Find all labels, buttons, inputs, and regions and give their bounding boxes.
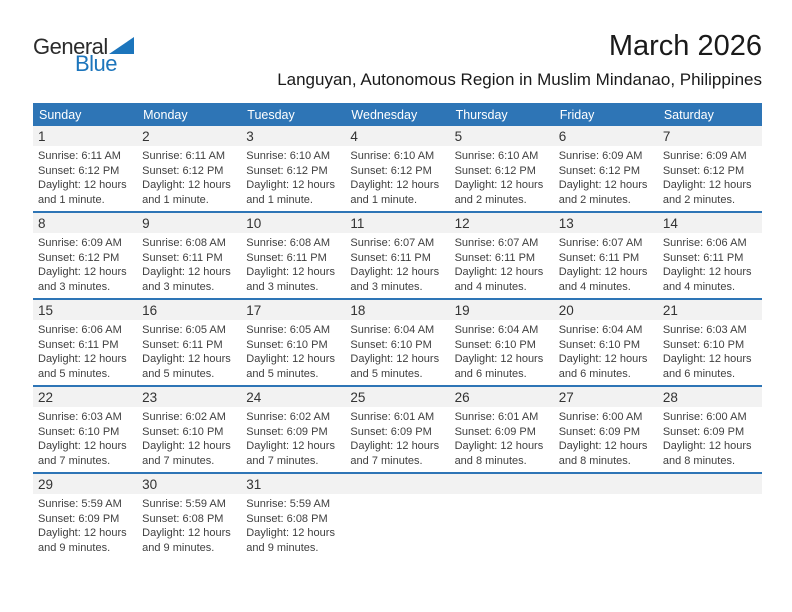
day-cell bbox=[345, 387, 449, 472]
detail-line: Sunset: 6:10 PM bbox=[350, 338, 432, 351]
weekday-friday: Friday bbox=[559, 107, 595, 122]
day-details bbox=[137, 494, 241, 555]
detail-line: Sunrise: 6:03 AM bbox=[38, 411, 122, 423]
detail-line: Sunset: 6:09 PM bbox=[246, 425, 328, 438]
detail-line: Daylight: 12 hours bbox=[142, 440, 231, 452]
detail-line: and 2 minutes. bbox=[662, 193, 735, 206]
day-details bbox=[137, 146, 241, 207]
day-details bbox=[137, 320, 241, 381]
weekday-header-row bbox=[33, 103, 762, 126]
weeks-container bbox=[33, 126, 762, 559]
detail-line: Daylight: 12 hours bbox=[246, 527, 335, 539]
day-number-band bbox=[554, 126, 658, 146]
day-cell bbox=[137, 387, 241, 472]
detail-line: Sunset: 6:11 PM bbox=[142, 251, 223, 264]
day-number-band bbox=[33, 300, 137, 320]
day-details bbox=[33, 407, 137, 468]
detail-line: Sunset: 6:10 PM bbox=[142, 425, 224, 438]
detail-line: Sunset: 6:10 PM bbox=[246, 338, 328, 351]
day-number-band bbox=[658, 474, 762, 494]
day-number: 7 bbox=[662, 128, 671, 144]
detail-line: Sunrise: 6:07 AM bbox=[558, 237, 643, 249]
day-number-band bbox=[33, 126, 137, 146]
detail-line: Sunrise: 6:09 AM bbox=[38, 237, 122, 249]
detail-line: Daylight: 12 hours bbox=[38, 440, 127, 452]
day-number-band bbox=[33, 213, 137, 233]
empty-day-cell bbox=[658, 474, 762, 559]
detail-line: Daylight: 12 hours bbox=[350, 440, 440, 452]
page-title: March 2026 bbox=[608, 30, 762, 62]
detail-line: Sunset: 6:10 PM bbox=[38, 425, 120, 438]
detail-line: and 6 minutes. bbox=[558, 367, 631, 380]
day-cell bbox=[241, 387, 345, 472]
day-number: 8 bbox=[38, 215, 46, 231]
day-details bbox=[33, 233, 137, 294]
day-details bbox=[345, 233, 449, 294]
detail-line: and 9 minutes. bbox=[246, 541, 319, 554]
detail-line: Daylight: 12 hours bbox=[38, 179, 127, 191]
detail-line: Daylight: 12 hours bbox=[662, 353, 752, 365]
day-number-band bbox=[345, 387, 449, 407]
day-number: 5 bbox=[454, 128, 463, 144]
day-number-band bbox=[345, 474, 449, 494]
day-cell bbox=[345, 213, 449, 298]
detail-line: Daylight: 12 hours bbox=[558, 266, 648, 278]
week-row bbox=[33, 472, 762, 559]
detail-line: Sunrise: 6:04 AM bbox=[454, 324, 539, 336]
detail-line: Sunset: 6:09 PM bbox=[350, 425, 432, 438]
day-cell bbox=[554, 213, 658, 298]
day-details bbox=[345, 146, 449, 207]
detail-line: Sunset: 6:10 PM bbox=[454, 338, 536, 351]
detail-line: Sunrise: 6:01 AM bbox=[350, 411, 435, 423]
detail-line: Daylight: 12 hours bbox=[142, 179, 231, 191]
detail-line: Daylight: 12 hours bbox=[558, 440, 648, 452]
detail-line: and 7 minutes. bbox=[350, 454, 423, 467]
detail-line: Sunset: 6:11 PM bbox=[38, 338, 119, 351]
detail-line: Sunset: 6:12 PM bbox=[558, 164, 641, 177]
day-details bbox=[137, 233, 241, 294]
detail-line: Daylight: 12 hours bbox=[454, 353, 544, 365]
detail-line: Sunrise: 6:04 AM bbox=[350, 324, 435, 336]
day-number: 24 bbox=[246, 389, 262, 405]
weekday-tuesday: Tuesday bbox=[247, 107, 295, 122]
detail-line: Sunrise: 6:06 AM bbox=[38, 324, 122, 336]
detail-line: Sunrise: 6:02 AM bbox=[142, 411, 226, 423]
day-cell bbox=[345, 126, 449, 211]
detail-line: Sunset: 6:12 PM bbox=[246, 164, 328, 177]
empty-day-cell bbox=[345, 474, 449, 559]
day-details bbox=[450, 494, 554, 497]
day-number: 28 bbox=[662, 389, 678, 405]
detail-line: Sunset: 6:10 PM bbox=[662, 338, 745, 351]
day-cell bbox=[137, 126, 241, 211]
detail-line: Sunset: 6:11 PM bbox=[246, 251, 327, 264]
day-number-band bbox=[554, 213, 658, 233]
day-details bbox=[137, 407, 241, 468]
logo-text-general: General bbox=[33, 34, 108, 59]
day-cell bbox=[241, 300, 345, 385]
day-number-band bbox=[450, 126, 554, 146]
week-row bbox=[33, 126, 762, 211]
detail-line: and 8 minutes. bbox=[558, 454, 631, 467]
detail-line: and 6 minutes. bbox=[662, 367, 735, 380]
day-number: 21 bbox=[662, 302, 678, 318]
detail-line: Daylight: 12 hours bbox=[38, 266, 127, 278]
detail-line: Sunrise: 5:59 AM bbox=[38, 498, 122, 510]
weekday-thursday: Thursday bbox=[455, 107, 508, 122]
detail-line: and 3 minutes. bbox=[246, 280, 319, 293]
detail-line: and 5 minutes. bbox=[246, 367, 319, 380]
day-details bbox=[450, 407, 554, 468]
detail-line: and 5 minutes. bbox=[142, 367, 215, 380]
detail-line: Daylight: 12 hours bbox=[558, 353, 648, 365]
day-number-band bbox=[658, 126, 762, 146]
day-cell bbox=[137, 213, 241, 298]
detail-line: and 3 minutes. bbox=[38, 280, 111, 293]
detail-line: Daylight: 12 hours bbox=[142, 527, 231, 539]
detail-line: Daylight: 12 hours bbox=[454, 440, 544, 452]
detail-line: Sunset: 6:12 PM bbox=[38, 164, 120, 177]
detail-line: Sunset: 6:08 PM bbox=[246, 512, 328, 525]
day-number: 19 bbox=[454, 302, 470, 318]
detail-line: Sunrise: 6:04 AM bbox=[558, 324, 643, 336]
empty-day-cell bbox=[450, 474, 554, 559]
detail-line: and 2 minutes. bbox=[454, 193, 527, 206]
day-details bbox=[241, 407, 345, 468]
day-number-band bbox=[658, 213, 762, 233]
day-number: 4 bbox=[350, 128, 358, 144]
day-number: 29 bbox=[38, 476, 54, 492]
detail-line: and 7 minutes. bbox=[246, 454, 319, 467]
day-number-band bbox=[658, 300, 762, 320]
day-details bbox=[450, 146, 554, 207]
detail-line: Daylight: 12 hours bbox=[246, 179, 335, 191]
detail-line: Sunset: 6:12 PM bbox=[38, 251, 120, 264]
weekday-wednesday: Wednesday bbox=[351, 107, 418, 122]
day-number: 23 bbox=[142, 389, 158, 405]
detail-line: Daylight: 12 hours bbox=[662, 179, 752, 191]
detail-line: Sunrise: 6:05 AM bbox=[246, 324, 331, 336]
day-number: 30 bbox=[142, 476, 158, 492]
detail-line: and 9 minutes. bbox=[38, 541, 111, 554]
day-number: 20 bbox=[558, 302, 574, 318]
day-number: 6 bbox=[558, 128, 567, 144]
detail-line: Sunrise: 6:10 AM bbox=[350, 150, 435, 162]
day-details bbox=[345, 494, 449, 497]
detail-line: Sunrise: 6:06 AM bbox=[662, 237, 747, 249]
detail-line: Sunset: 6:11 PM bbox=[350, 251, 431, 264]
day-details bbox=[450, 320, 554, 381]
day-number: 18 bbox=[350, 302, 366, 318]
detail-line: Sunrise: 6:00 AM bbox=[558, 411, 643, 423]
day-details bbox=[554, 407, 658, 468]
detail-line: Sunrise: 6:02 AM bbox=[246, 411, 331, 423]
detail-line: Daylight: 12 hours bbox=[558, 179, 648, 191]
detail-line: Sunset: 6:09 PM bbox=[38, 512, 120, 525]
detail-line: Sunrise: 6:11 AM bbox=[38, 150, 121, 162]
day-details bbox=[241, 233, 345, 294]
day-cell bbox=[554, 300, 658, 385]
day-number-band bbox=[554, 474, 658, 494]
detail-line: Daylight: 12 hours bbox=[246, 440, 335, 452]
weekday-sunday: Sunday bbox=[39, 107, 82, 122]
day-number-band bbox=[33, 387, 137, 407]
detail-line: Sunset: 6:11 PM bbox=[454, 251, 536, 264]
day-cell bbox=[241, 213, 345, 298]
day-number-band bbox=[345, 213, 449, 233]
detail-line: Daylight: 12 hours bbox=[142, 266, 231, 278]
detail-line: Sunset: 6:11 PM bbox=[662, 251, 744, 264]
detail-line: Daylight: 12 hours bbox=[662, 266, 752, 278]
day-number: 17 bbox=[246, 302, 262, 318]
detail-line: and 8 minutes. bbox=[454, 454, 527, 467]
day-cell bbox=[137, 300, 241, 385]
detail-line: Sunrise: 6:09 AM bbox=[558, 150, 643, 162]
day-number-band bbox=[137, 300, 241, 320]
detail-line: and 8 minutes. bbox=[662, 454, 735, 467]
generalblue-logo bbox=[33, 36, 134, 75]
day-number: 1 bbox=[38, 128, 46, 144]
day-details bbox=[345, 320, 449, 381]
day-number: 26 bbox=[454, 389, 470, 405]
detail-line: Sunrise: 6:00 AM bbox=[662, 411, 747, 423]
day-number-band bbox=[137, 126, 241, 146]
day-details bbox=[658, 407, 762, 468]
day-details bbox=[554, 494, 658, 497]
detail-line: Sunset: 6:08 PM bbox=[142, 512, 224, 525]
day-cell bbox=[658, 213, 762, 298]
detail-line: and 3 minutes. bbox=[350, 280, 423, 293]
day-details bbox=[345, 407, 449, 468]
day-number-band bbox=[450, 387, 554, 407]
detail-line: Sunrise: 6:09 AM bbox=[662, 150, 747, 162]
day-details bbox=[554, 320, 658, 381]
day-number-band bbox=[450, 213, 554, 233]
day-number-band bbox=[137, 387, 241, 407]
day-number-band bbox=[241, 474, 345, 494]
detail-line: Sunset: 6:12 PM bbox=[142, 164, 224, 177]
detail-line: and 3 minutes. bbox=[142, 280, 215, 293]
detail-line: and 5 minutes. bbox=[350, 367, 423, 380]
detail-line: Sunset: 6:12 PM bbox=[454, 164, 536, 177]
detail-line: Sunset: 6:12 PM bbox=[350, 164, 432, 177]
day-details bbox=[658, 320, 762, 381]
day-number-band bbox=[450, 474, 554, 494]
day-number-band bbox=[241, 387, 345, 407]
day-cell bbox=[658, 126, 762, 211]
detail-line: Daylight: 12 hours bbox=[246, 353, 335, 365]
week-row bbox=[33, 385, 762, 472]
detail-line: Sunset: 6:11 PM bbox=[558, 251, 640, 264]
detail-line: and 1 minute. bbox=[38, 193, 105, 206]
day-number-band bbox=[137, 474, 241, 494]
empty-day-cell bbox=[554, 474, 658, 559]
detail-line: Sunset: 6:11 PM bbox=[142, 338, 223, 351]
day-number: 11 bbox=[350, 215, 365, 231]
day-number: 13 bbox=[558, 215, 574, 231]
day-number: 12 bbox=[454, 215, 470, 231]
detail-line: and 1 minute. bbox=[350, 193, 418, 206]
calendar-title-block bbox=[277, 30, 762, 90]
detail-line: Daylight: 12 hours bbox=[246, 266, 335, 278]
day-number: 9 bbox=[142, 215, 150, 231]
detail-line: Daylight: 12 hours bbox=[350, 179, 440, 191]
day-number: 15 bbox=[38, 302, 54, 318]
detail-line: Daylight: 12 hours bbox=[454, 266, 544, 278]
logo-text-blue: Blue bbox=[75, 51, 118, 76]
weekday-monday: Monday bbox=[143, 107, 188, 122]
day-number-band bbox=[345, 126, 449, 146]
detail-line: Sunrise: 6:11 AM bbox=[142, 150, 226, 162]
day-details bbox=[658, 146, 762, 207]
day-cell bbox=[33, 213, 137, 298]
day-cell bbox=[658, 300, 762, 385]
day-number-band bbox=[658, 387, 762, 407]
day-number: 27 bbox=[558, 389, 574, 405]
day-cell bbox=[33, 300, 137, 385]
day-details bbox=[241, 320, 345, 381]
day-cell bbox=[241, 126, 345, 211]
detail-line: Daylight: 12 hours bbox=[350, 353, 440, 365]
week-row bbox=[33, 211, 762, 298]
detail-line: Sunset: 6:10 PM bbox=[558, 338, 641, 351]
detail-line: Sunrise: 6:08 AM bbox=[246, 237, 331, 249]
day-number: 10 bbox=[246, 215, 262, 231]
detail-line: Sunrise: 6:07 AM bbox=[350, 237, 435, 249]
detail-line: and 9 minutes. bbox=[142, 541, 215, 554]
week-row bbox=[33, 298, 762, 385]
day-number: 2 bbox=[142, 128, 150, 144]
detail-line: Sunrise: 6:05 AM bbox=[142, 324, 226, 336]
day-details bbox=[450, 233, 554, 294]
detail-line: Sunrise: 6:10 AM bbox=[454, 150, 539, 162]
detail-line: and 1 minute. bbox=[246, 193, 313, 206]
detail-line: Sunset: 6:09 PM bbox=[558, 425, 641, 438]
detail-line: Sunrise: 5:59 AM bbox=[142, 498, 226, 510]
day-number-band bbox=[241, 126, 345, 146]
detail-line: Sunset: 6:09 PM bbox=[454, 425, 536, 438]
day-cell bbox=[33, 387, 137, 472]
day-number-band bbox=[33, 474, 137, 494]
day-number: 3 bbox=[246, 128, 254, 144]
day-cell bbox=[554, 387, 658, 472]
detail-line: and 5 minutes. bbox=[38, 367, 111, 380]
detail-line: Daylight: 12 hours bbox=[662, 440, 752, 452]
day-number: 16 bbox=[142, 302, 158, 318]
day-number: 22 bbox=[38, 389, 54, 405]
calendar-table bbox=[33, 103, 762, 559]
day-details bbox=[241, 494, 345, 555]
detail-line: Daylight: 12 hours bbox=[38, 527, 127, 539]
detail-line: and 2 minutes. bbox=[558, 193, 631, 206]
day-number: 31 bbox=[246, 476, 262, 492]
day-details bbox=[658, 233, 762, 294]
day-cell bbox=[33, 474, 137, 559]
detail-line: and 7 minutes. bbox=[142, 454, 215, 467]
day-number-band bbox=[450, 300, 554, 320]
day-cell bbox=[450, 126, 554, 211]
day-details bbox=[33, 146, 137, 207]
detail-line: and 4 minutes. bbox=[558, 280, 631, 293]
detail-line: and 4 minutes. bbox=[454, 280, 527, 293]
day-cell bbox=[450, 387, 554, 472]
day-number-band bbox=[554, 300, 658, 320]
day-details bbox=[554, 233, 658, 294]
detail-line: Sunrise: 6:01 AM bbox=[454, 411, 539, 423]
detail-line: Sunset: 6:09 PM bbox=[662, 425, 745, 438]
detail-line: and 4 minutes. bbox=[662, 280, 735, 293]
day-cell bbox=[241, 474, 345, 559]
day-number-band bbox=[345, 300, 449, 320]
day-number: 25 bbox=[350, 389, 366, 405]
detail-line: Sunrise: 6:03 AM bbox=[662, 324, 747, 336]
detail-line: Daylight: 12 hours bbox=[454, 179, 544, 191]
detail-line: and 1 minute. bbox=[142, 193, 209, 206]
detail-line: Daylight: 12 hours bbox=[350, 266, 440, 278]
day-number: 14 bbox=[662, 215, 678, 231]
detail-line: Daylight: 12 hours bbox=[142, 353, 231, 365]
day-cell bbox=[345, 300, 449, 385]
day-details bbox=[33, 320, 137, 381]
day-cell bbox=[450, 300, 554, 385]
detail-line: Sunrise: 6:07 AM bbox=[454, 237, 539, 249]
detail-line: Sunrise: 6:10 AM bbox=[246, 150, 331, 162]
weekday-saturday: Saturday bbox=[663, 107, 714, 122]
day-cell bbox=[450, 213, 554, 298]
detail-line: Daylight: 12 hours bbox=[38, 353, 127, 365]
day-number-band bbox=[554, 387, 658, 407]
detail-line: Sunrise: 6:08 AM bbox=[142, 237, 226, 249]
day-details bbox=[554, 146, 658, 207]
day-details bbox=[33, 494, 137, 555]
detail-line: Sunset: 6:12 PM bbox=[662, 164, 745, 177]
detail-line: and 6 minutes. bbox=[454, 367, 527, 380]
day-cell bbox=[33, 126, 137, 211]
detail-line: and 7 minutes. bbox=[38, 454, 111, 467]
page-subtitle: Languyan, Autonomous Region in Muslim Mindanao, Philippines bbox=[277, 70, 762, 89]
detail-line: Sunrise: 5:59 AM bbox=[246, 498, 331, 510]
day-number-band bbox=[241, 300, 345, 320]
day-number-band bbox=[137, 213, 241, 233]
day-number-band bbox=[241, 213, 345, 233]
day-details bbox=[658, 494, 762, 497]
day-cell bbox=[137, 474, 241, 559]
day-details bbox=[241, 146, 345, 207]
day-cell bbox=[554, 126, 658, 211]
day-cell bbox=[658, 387, 762, 472]
